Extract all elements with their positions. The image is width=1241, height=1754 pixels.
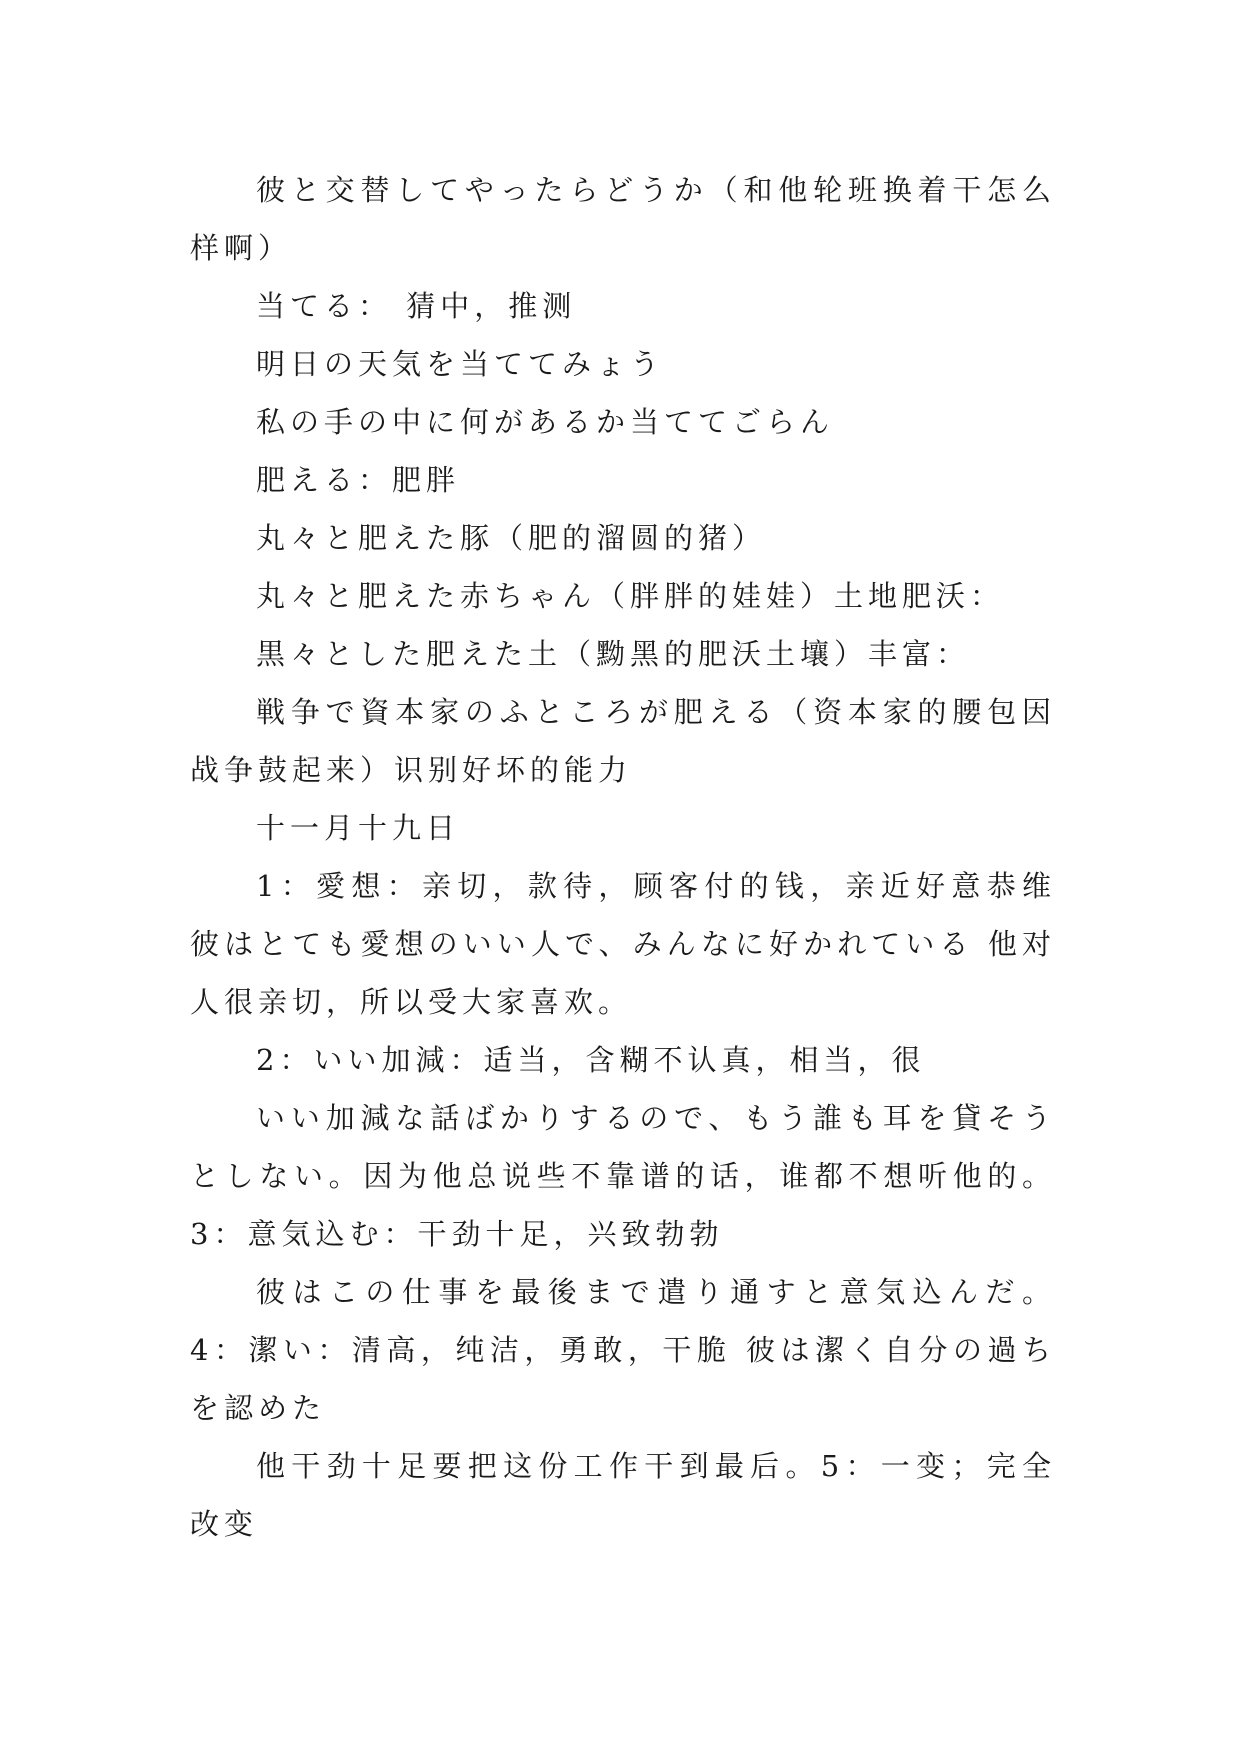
paragraph: 彼はこの仕事を最後まで遣り通すと意気込んだ。4：潔い：清高，纯洁，勇敢，干脆 彼は潔く自分の過ちを認めた: [190, 1275, 1056, 1425]
paragraph: いい加減な話ばかりするので、もう誰も耳を貸そうとしない。因为他总说些不靠谱的话，谁都不想听他的。3：意気込む：干劲十足，兴致勃勃: [190, 1101, 1056, 1251]
paragraph: 黒々とした肥えた土（黝黑的肥沃土壤）丰富：: [256, 637, 971, 671]
paragraph: 1：愛想：亲切，款待，顾客付的钱，亲近好意恭维 彼はとても愛想のいい人で、みんなに好かれている 他对人很亲切，所以受大家喜欢。: [190, 869, 1056, 1019]
paragraph: 丸々と肥えた豚（肥的溜圆的猪）: [256, 521, 767, 555]
document-body: [190, 161, 1056, 1553]
paragraph: 2：いい加減：适当，含糊不认真，相当，很: [256, 1043, 926, 1077]
paragraph: 彼と交替してやったらどうか（和他轮班换着干怎么样啊）: [190, 173, 1056, 265]
paragraph: 戦争で資本家のふところが肥える（资本家的腰包因战争鼓起来）识别好坏的能力: [190, 695, 1056, 787]
paragraph: 十一月十九日: [256, 811, 461, 845]
paragraph: 当てる： 猜中，推测: [256, 289, 577, 323]
paragraph: 他干劲十足要把这份工作干到最后。5：一变；完全改变: [190, 1449, 1056, 1541]
paragraph: 明日の天気を当ててみょう: [256, 347, 665, 381]
paragraph: 肥える：肥胖: [256, 463, 461, 497]
paragraph: 丸々と肥えた赤ちゃん（胖胖的娃娃）土地肥沃：: [256, 579, 1005, 613]
paragraph: 私の手の中に何があるか当ててごらん: [256, 405, 835, 439]
